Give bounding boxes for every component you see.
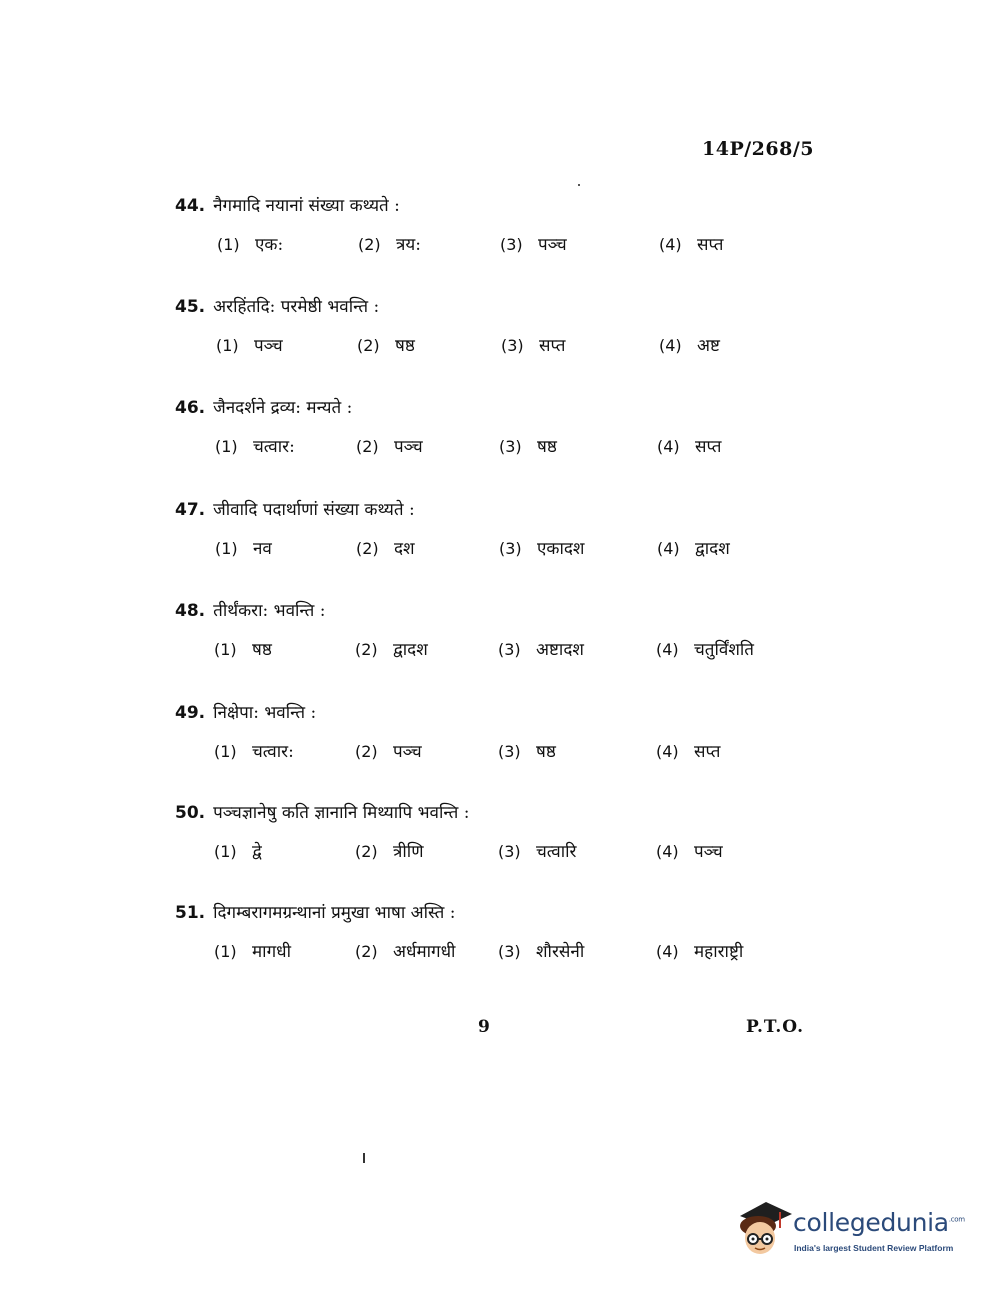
option-row [175, 535, 875, 563]
option-1: (1) चत्वार: [214, 742, 294, 762]
pto-label: P.T.O. [746, 1017, 804, 1037]
option-row [175, 636, 875, 664]
option-2: (2) पञ्च [356, 437, 423, 457]
option-4: (4) महाराष्ट्री [656, 942, 744, 962]
option-4: (4) सप्त [659, 235, 724, 255]
option-row [175, 433, 875, 461]
question-number: 51. [175, 903, 206, 923]
option-2: (2) त्रय: [358, 235, 421, 255]
question-number: 45. [175, 297, 206, 317]
question-48 [175, 598, 875, 660]
option-2: (2) दश [356, 539, 415, 559]
page-number: 9 [478, 1017, 490, 1037]
question-text: तीर्थंकरा: भवन्ति : [213, 601, 326, 621]
option-row [175, 738, 875, 766]
question-number: 46. [175, 398, 206, 418]
option-2: (2) अर्धमागधी [355, 942, 456, 962]
question-49 [175, 700, 875, 762]
question-47 [175, 497, 875, 559]
collegedunia-watermark [736, 1196, 966, 1266]
option-3: (3) षष्ठ [498, 742, 556, 762]
option-3: (3) पञ्च [500, 235, 567, 255]
option-1: (1) मागधी [214, 942, 291, 962]
option-4: (4) सप्त [657, 437, 722, 457]
option-3: (3) सप्त [501, 336, 566, 356]
question-46 [175, 395, 875, 457]
question-text: नैगमादि नयानां संख्या कथ्यते : [213, 196, 400, 216]
option-4: (4) द्वादश [657, 539, 730, 559]
brand-name: collegedunia$^{.com}$ [793, 1208, 965, 1237]
option-row [175, 838, 875, 866]
option-1: (1) नव [215, 539, 272, 559]
question-number: 50. [175, 803, 206, 823]
option-2: (2) पञ्च [355, 742, 422, 762]
option-3: (3) चत्वारि [498, 842, 577, 862]
question-number: 47. [175, 500, 206, 520]
option-row [175, 332, 875, 360]
question-text: पञ्चज्ञानेषु कति ज्ञानानि मिथ्यापि भवन्ति : [213, 803, 470, 823]
question-text: अरहिंतदि: परमेष्ठी भवन्ति : [213, 297, 380, 317]
option-1: (1) चत्वार: [215, 437, 295, 457]
question-45 [175, 294, 875, 356]
option-4: (4) सप्त [656, 742, 721, 762]
option-1: (1) पञ्च [216, 336, 283, 356]
option-2: (2) षष्ठ [357, 336, 415, 356]
mascot-icon [736, 1196, 794, 1266]
question-number: 49. [175, 703, 206, 723]
brand-tagline: India's largest Student Review Platform [794, 1243, 954, 1253]
question-number: 44. [175, 196, 206, 216]
option-1: (1) षष्ठ [214, 640, 272, 660]
question-51 [175, 900, 875, 962]
question-text: जैनदर्शने द्रव्य: मन्यते : [213, 398, 353, 418]
speck-mark [363, 1153, 365, 1163]
option-3: (3) षष्ठ [499, 437, 557, 457]
option-1: (1) एक: [217, 235, 284, 255]
question-44 [175, 193, 875, 255]
question-text: निक्षेपा: भवन्ति : [213, 703, 317, 723]
option-2: (2) त्रीणि [355, 842, 424, 862]
option-3: (3) एकादश [499, 539, 585, 559]
option-2: (2) द्वादश [355, 640, 428, 660]
question-text: दिगम्बरागमग्रन्थानां प्रमुखा भाषा अस्ति : [213, 903, 456, 923]
option-4: (4) चतुर्विंशति [656, 640, 754, 660]
speck-mark [578, 184, 580, 186]
option-4: (4) पञ्च [656, 842, 723, 862]
option-3: (3) शौरसेनी [498, 942, 585, 962]
option-3: (3) अष्टादश [498, 640, 584, 660]
option-row [175, 938, 875, 966]
question-50 [175, 800, 875, 862]
question-text: जीवादि पदार्थाणां संख्या कथ्यते : [213, 500, 415, 520]
option-1: (1) द्वे [214, 842, 262, 862]
paper-code: 14P/268/5 [702, 138, 814, 160]
option-4: (4) अष्ट [659, 336, 720, 356]
option-row [175, 231, 875, 259]
question-number: 48. [175, 601, 206, 621]
